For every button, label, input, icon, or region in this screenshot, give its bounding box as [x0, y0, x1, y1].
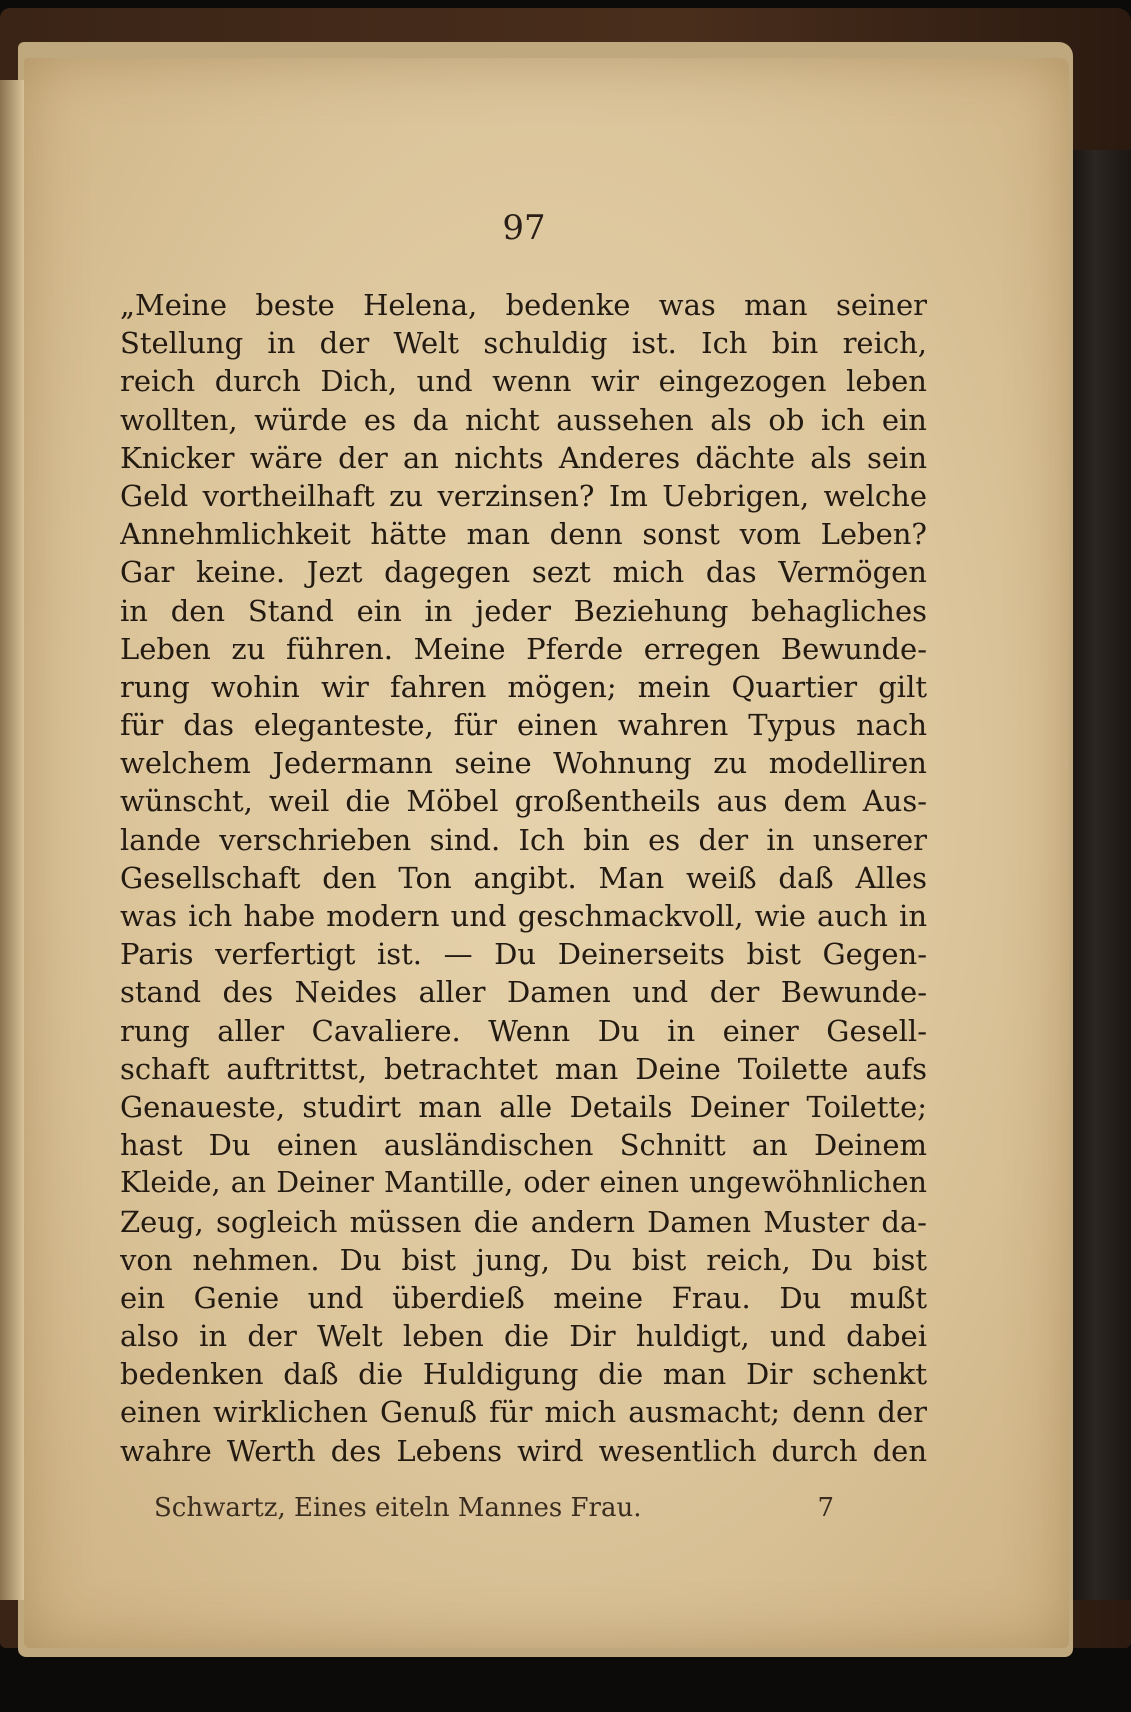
text-line: was ich habe modern und geschmackvoll, wie auch in — [120, 899, 927, 933]
text-line: wahre Werth des Lebens wird wesentlich durch den — [120, 1433, 927, 1468]
body-text — [120, 286, 927, 1470]
footer-sheet-number: 7 — [817, 1493, 834, 1523]
text-line: Gar keine. Jezt dagegen sezt mich das Vermögen — [120, 555, 927, 590]
text-line: Annehmlichkeit hätte man denn sonst vom Leben? — [120, 517, 927, 552]
book-page — [24, 58, 1069, 1648]
book-spine-edge — [1071, 150, 1131, 1600]
text-line: reich durch Dich, und wenn wir eingezogen leben — [120, 364, 927, 399]
footer-signature: Schwartz, Eines eiteln Mannes Frau. — [154, 1493, 642, 1523]
text-line: hast Du einen ausländischen Schnitt an Deinem — [120, 1128, 927, 1163]
page-gutter — [0, 80, 24, 1600]
text-line: für das eleganteste, für einen wahren Typus nach — [120, 708, 927, 743]
text-line: Stellung in der Welt schuldig ist. Ich bin reich, — [120, 326, 927, 361]
text-line: Kleide, an Deiner Mantille, oder einen ungewöhnlichen — [120, 1166, 927, 1200]
text-line: Zeug, sogleich müssen die andern Damen Muster da- — [120, 1204, 927, 1239]
text-line: Geld vortheilhaft zu verzinsen? Im Uebrigen, welche — [120, 478, 927, 513]
text-line: in den Stand ein in jeder Beziehung behagliches — [120, 593, 927, 628]
text-line: Genaueste, studirt man alle Details Deiner Toilette; — [120, 1089, 927, 1124]
text-line: wünscht, weil die Möbel großentheils aus dem Aus- — [120, 784, 927, 819]
text-line: welchem Jedermann seine Wohnung zu modelliren — [120, 746, 927, 781]
text-line: bedenken daß die Huldigung die man Dir schenkt — [120, 1357, 927, 1392]
text-line: also in der Welt leben die Dir huldigt, und dabei — [120, 1319, 927, 1354]
text-line: stand des Neides aller Damen und der Bewunde- — [120, 975, 927, 1010]
text-line: rung aller Cavaliere. Wenn Du in einer Gesell- — [120, 1013, 927, 1048]
text-line: ein Genie und überdieß meine Frau. Du mußt — [120, 1280, 927, 1315]
text-line: rung wohin wir fahren mögen; mein Quartier gilt — [120, 669, 927, 704]
page-number: 97 — [502, 208, 546, 248]
text-line: lande verschrieben sind. Ich bin es der in unserer — [120, 822, 927, 857]
text-line: „Meine beste Helena, bedenke was man seiner — [120, 288, 927, 322]
text-line: wollten, würde es da nicht aussehen als ob ich ein — [120, 402, 927, 437]
text-line: Paris verfertigt ist. — Du Deinerseits bist Gegen- — [120, 937, 927, 972]
text-line: einen wirklichen Genuß für mich ausmacht; denn der — [120, 1395, 927, 1430]
text-line: schaft auftrittst, betrachtet man Deine Toilette aufs — [120, 1051, 927, 1086]
text-line: Gesellschaft den Ton angibt. Man weiß daß Alles — [120, 860, 927, 895]
text-line: Leben zu führen. Meine Pferde erregen Bewunde- — [120, 631, 927, 666]
text-line: von nehmen. Du bist jung, Du bist reich, Du bist — [120, 1242, 927, 1277]
text-line: Knicker wäre der an nichts Anderes dächte als sein — [120, 440, 927, 475]
page-footer — [154, 1493, 834, 1523]
